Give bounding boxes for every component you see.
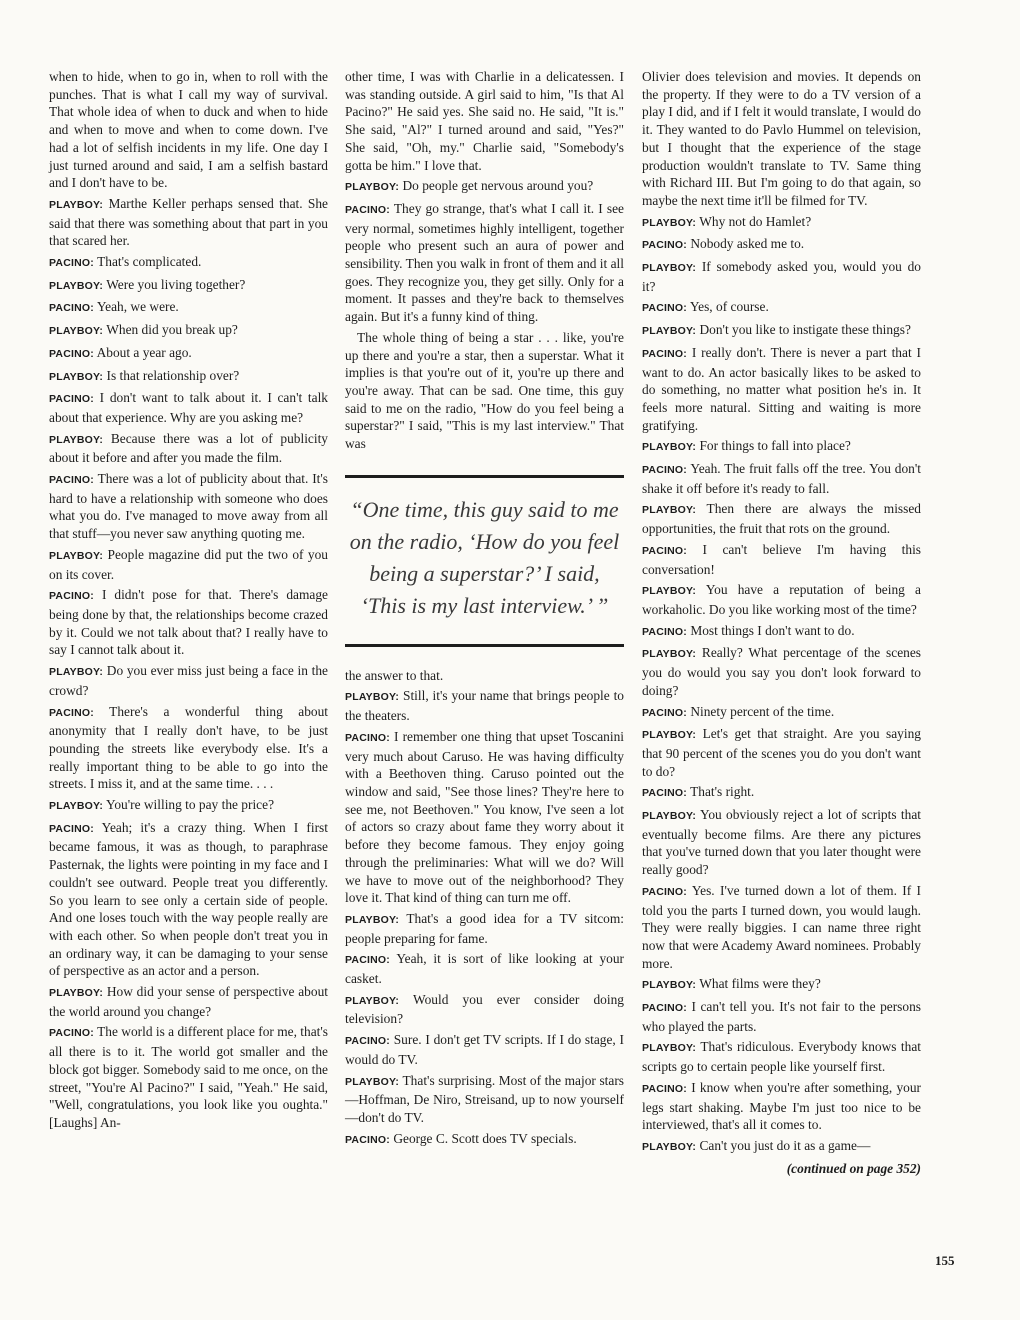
- interview-paragraph: [642, 622, 921, 642]
- text-column-left: [49, 68, 328, 1135]
- interview-paragraph: [49, 195, 328, 250]
- paragraph-text: Sure. I don't get TV scripts. If I do stage, I would do TV.: [345, 1032, 624, 1067]
- speaker-label: PACINO:: [49, 706, 94, 719]
- interview-paragraph: [345, 687, 624, 724]
- paragraph-text: Do people get nervous around you?: [402, 178, 594, 194]
- page-number: 155: [935, 1253, 955, 1268]
- speaker-label: PLAYBOY:: [49, 666, 104, 679]
- paragraph-text: Would you ever consider doing television?: [345, 991, 624, 1027]
- paragraph-text: Nobody asked me to.: [690, 236, 805, 252]
- speaker-label: PACINO:: [642, 302, 687, 315]
- interview-paragraph: [642, 703, 921, 723]
- continuation-paragraph: [642, 68, 921, 210]
- continuation-paragraph: [345, 329, 624, 453]
- speaker-label: PACINO:: [642, 239, 687, 252]
- paragraph-text: Olivier does television and movies. It depends on the property. If they were to do a TV version of a play I did, and if I felt it would translate, I would do it. They wanted to do Pavlo Hummel on television, but I thought that the experience of the stage production wouldn't translate to TV. Same thing with Richard III. But I'm going to do that again, so maybe the next time it'll be filmed for TV.: [642, 69, 921, 208]
- speaker-label: PACINO:: [49, 347, 94, 360]
- paragraph-text: when to hide, when to go in, when to roll with the punches. That is what I call my way of survival. That whole idea of when to duck and when to hide and when to move and when to come down. I've had a lot of selfish incidents in my life. One day I just turned around and said, I am a selfish bastard and I don't have to be.: [49, 69, 328, 191]
- interview-paragraph: [642, 258, 921, 295]
- interview-paragraph: [642, 975, 921, 995]
- paragraph-text: I didn't pose for that. There's damage being done by that, the relationships become crazed by it. Could we not talk about that? I really have to say I cannot talk about it.: [49, 587, 328, 658]
- interview-paragraph: [49, 298, 328, 318]
- speaker-label: PLAYBOY:: [642, 585, 697, 598]
- continued-note: (continued on page 352): [786, 1160, 921, 1176]
- paragraph-text: People magazine did put the two of you on its cover.: [49, 546, 328, 582]
- speaker-label: PLAYBOY:: [642, 1042, 697, 1055]
- text-column-middle: [345, 68, 624, 1152]
- interview-paragraph: [642, 541, 921, 578]
- speaker-label: PACINO:: [49, 822, 94, 835]
- paragraph-text: There was a lot of publicity about that. It's hard to have a relationship with someone who does what you do. I've managed to move away from all that stuff—you never saw anything quoting me.: [49, 471, 329, 542]
- paragraph-text: Were you living together?: [106, 276, 246, 292]
- interview-paragraph: [642, 725, 921, 780]
- interview-paragraph: [345, 1130, 624, 1150]
- paragraph-text: Then there are always the missed opportunities, the fruit that rots on the ground.: [642, 501, 921, 537]
- paragraph-text: Do you ever miss just being a face in the crowd?: [49, 663, 328, 698]
- speaker-label: PLAYBOY:: [49, 325, 104, 338]
- paragraph-text: That's a good idea for a TV sitcom: people preparing for fame.: [345, 910, 624, 946]
- speaker-label: PACINO:: [642, 706, 687, 719]
- paragraph-text: That's surprising. Most of the major stars—Hoffman, De Niro, Streisand, up to now yourself—don't do TV.: [345, 1072, 625, 1125]
- speaker-label: PACINO:: [345, 1035, 390, 1048]
- speaker-label: PACINO:: [642, 544, 687, 557]
- speaker-label: PLAYBOY:: [49, 987, 104, 1000]
- speaker-label: PLAYBOY:: [642, 216, 697, 229]
- interview-paragraph: [642, 213, 921, 233]
- continuation-paragraph: [49, 68, 328, 192]
- interview-paragraph: [49, 796, 328, 816]
- speaker-label: PACINO:: [345, 203, 390, 216]
- interview-paragraph: [49, 819, 328, 980]
- paragraph-text: Still, it's your name that brings people to the theaters.: [345, 688, 624, 724]
- paragraph-text: They go strange, that's what I call it. I see very normal, sometimes highly intelligent, together people who present such an aura of power and sensibility. Then you walk in front of them and it all goes. They recognize you, they get silly. Only for a moment. It passes and they're back to themselves again. But it's a funny kind of thing.: [345, 200, 624, 325]
- interview-paragraph: [49, 367, 328, 387]
- speaker-label: PLAYBOY:: [642, 325, 697, 338]
- interview-paragraph: [642, 298, 921, 318]
- interview-paragraph: [49, 321, 328, 341]
- speaker-label: PACINO:: [49, 393, 94, 406]
- speaker-label: PACINO:: [642, 464, 687, 477]
- paragraph-text: Yeah; it's a crazy thing. When I first became famous, it was as though, to paraphrase Pasternak, the lights were pointing in my face and I couldn't see outward. People treat you differently. So you learn to see only a certain side of people. And one loses touch with the way people really are with each other. So when people don't treat you in an ordinary way, it can be damaging to your sense of perspective as an actor and a person.: [49, 819, 328, 979]
- speaker-label: PACINO:: [642, 1002, 687, 1015]
- speaker-label: PLAYBOY:: [345, 1075, 400, 1088]
- interview-paragraph: [49, 344, 328, 364]
- paragraph-text: Don't you like to instigate these things?: [699, 322, 911, 338]
- interview-paragraph: [49, 546, 328, 583]
- speaker-label: PLAYBOY:: [49, 549, 104, 562]
- interview-paragraph: [49, 662, 328, 699]
- speaker-label: PACINO:: [642, 885, 687, 898]
- speaker-label: PLAYBOY:: [345, 913, 400, 926]
- speaker-label: PLAYBOY:: [49, 370, 104, 383]
- paragraph-text: That's ridiculous. Everybody knows that scripts go to certain people like yourself first.: [642, 1039, 922, 1075]
- text-column-right: [642, 68, 921, 1177]
- interview-paragraph: [642, 1137, 921, 1157]
- paragraph-text: You have a reputation of being a workaholic. Do you like working most of the time?: [642, 582, 921, 617]
- speaker-label: PACINO:: [345, 1133, 390, 1146]
- speaker-label: PACINO:: [49, 1027, 94, 1040]
- speaker-label: PACINO:: [49, 590, 94, 603]
- interview-paragraph: [642, 998, 921, 1035]
- speaker-label: PACINO:: [345, 731, 390, 744]
- interview-paragraph: [345, 1031, 624, 1068]
- speaker-label: PLAYBOY:: [49, 800, 104, 813]
- speaker-label: PLAYBOY:: [642, 729, 697, 742]
- speaker-label: PACINO:: [642, 1082, 687, 1095]
- interview-paragraph: [642, 783, 921, 803]
- paragraph-text: That's right.: [690, 784, 755, 800]
- speaker-label: PACINO:: [49, 257, 94, 270]
- interview-paragraph: [642, 581, 921, 618]
- paragraph-text: You obviously reject a lot of scripts that eventually become films. Are there any pictures that you've turned down that you later thought were really good?: [642, 807, 921, 878]
- pull-quote: “One time, this guy said to me on the radio, ‘How do you feel being a superstar?’ I said, ‘This is my last interview.’ ”: [345, 475, 624, 647]
- paragraph-text: Because there was a lot of publicity about it before and after you made the film.: [49, 430, 329, 466]
- interview-paragraph: [49, 276, 328, 296]
- speaker-label: PLAYBOY:: [49, 433, 104, 446]
- paragraph-text: Most things I don't want to do.: [690, 622, 855, 638]
- paragraph-text: Why not do Hamlet?: [699, 213, 812, 229]
- speaker-label: PACINO:: [642, 347, 687, 360]
- interview-paragraph: [49, 389, 328, 426]
- speaker-label: PACINO:: [642, 625, 687, 638]
- paragraph-text: other time, I was with Charlie in a delicatessen. I was standing outside. A girl said to him, "Is that Al Pacino?" He said yes. She said no. He said, "It is." She said, "Al?" I turned around and said, "Yes?" She said, "Oh, my." Charlie said, "Somebody's gotta be him." I love that.: [345, 69, 624, 173]
- interview-paragraph: [49, 430, 328, 467]
- speaker-label: PACINO:: [49, 302, 94, 315]
- interview-paragraph: [49, 983, 328, 1020]
- paragraph-text: When did you break up?: [106, 322, 238, 338]
- interview-paragraph: [642, 1038, 921, 1075]
- paragraph-text: If somebody asked you, would you do it?: [642, 259, 921, 294]
- speaker-label: PLAYBOY:: [642, 1140, 697, 1153]
- paragraph-text: There's a wonderful thing about anonymity that I really don't have, to be just pounding the streets like everybody else. It's a really important thing to be able to go into the streets. I miss it, and at the same time. . . .: [49, 703, 328, 792]
- interview-paragraph: [642, 1079, 921, 1134]
- paragraph-text: Let's get that straight. Are you saying that 90 percent of the scenes you do you don't want to do?: [642, 726, 921, 779]
- speaker-label: PACINO:: [642, 787, 687, 800]
- interview-paragraph: [642, 882, 921, 973]
- interview-paragraph: [49, 703, 328, 794]
- interview-paragraph: [345, 200, 624, 326]
- continuation-paragraph: [345, 667, 624, 685]
- paragraph-text: What films were they?: [699, 976, 821, 992]
- speaker-label: PLAYBOY:: [49, 198, 104, 211]
- speaker-label: PACINO:: [345, 954, 390, 967]
- speaker-label: PLAYBOY:: [642, 441, 697, 454]
- speaker-label: PLAYBOY:: [642, 648, 697, 661]
- paragraph-text: Ninety percent of the time.: [690, 703, 835, 719]
- interview-paragraph: [642, 321, 921, 341]
- paragraph-text: How did your sense of perspective about the world around you change?: [49, 984, 328, 1019]
- interview-paragraph: [642, 644, 921, 699]
- paragraph-text: Yes. I've turned down a lot of them. If I told you the parts I turned down, you would laugh. They were really biggies. I can name three right now that were Academy Award nominees. Probably more.: [642, 882, 921, 971]
- paragraph-text: I can't tell you. It's not fair to the persons who played the parts.: [642, 999, 921, 1034]
- interview-paragraph: [49, 253, 328, 273]
- paragraph-text: I know when you're after something, your legs start shaking. Maybe I'm just too nice to be interviewed, that's all it comes to.: [642, 1079, 921, 1133]
- paragraph-text: For things to fall into place?: [699, 438, 851, 454]
- interview-paragraph: [642, 460, 921, 497]
- paragraph-text: Yes, of course.: [689, 299, 769, 315]
- column-right-body: [642, 68, 921, 1157]
- continuation-paragraph: [345, 68, 624, 174]
- interview-paragraph: [642, 500, 921, 537]
- interview-paragraph: [345, 991, 624, 1028]
- speaker-label: PACINO:: [49, 474, 94, 487]
- paragraph-text: I remember one thing that upset Toscanini very much about Caruso. He was having difficulty with a Beethoven thing. Caruso pointed out the window and said, "See those lines? They're here to see me, not Beethoven." You know, I've seen a lot of actors so crazy about fame they worry about it before they become famous. They enjoy going through the preliminaries: What will we do? Will we have to move out of the neighborhood? They love it. That kind of thing can turn me off.: [345, 728, 624, 906]
- speaker-label: PLAYBOY:: [345, 994, 400, 1007]
- interview-paragraph: [49, 470, 328, 543]
- interview-paragraph: [642, 437, 921, 457]
- paragraph-text: Marthe Keller perhaps sensed that. She said that there was something about that part in you that scared her.: [49, 195, 328, 249]
- interview-paragraph: [345, 1072, 624, 1127]
- interview-paragraph: [49, 1023, 328, 1131]
- paragraph-text: I can't believe I'm having this conversation!: [642, 541, 922, 577]
- speaker-label: PLAYBOY:: [49, 279, 104, 292]
- interview-paragraph: [345, 177, 624, 197]
- interview-paragraph: [49, 586, 328, 659]
- speaker-label: PLAYBOY:: [345, 691, 400, 704]
- speaker-label: PLAYBOY:: [642, 979, 697, 992]
- column-middle-top: [345, 68, 624, 453]
- interview-paragraph: [345, 910, 624, 947]
- column-middle-bottom: [345, 667, 624, 1150]
- paragraph-text: I really don't. There is never a part that I want to do. An actor basically likes to be asked to do something, no matter what position he's in. It feels more natural. Sitting and waiting is more gratifying.: [642, 344, 921, 433]
- paragraph-text: Yeah. The fruit falls off the tree. You don't shake it off before it's ready to fall.: [642, 461, 921, 496]
- interview-paragraph: [345, 728, 624, 907]
- paragraph-text: Really? What percentage of the scenes you do would you say you don't look forward to doing?: [642, 645, 921, 698]
- paragraph-text: Can't you just do it as a game—: [699, 1137, 871, 1153]
- interview-paragraph: [642, 344, 921, 435]
- paragraph-text: George C. Scott does TV specials.: [393, 1130, 577, 1146]
- paragraph-text: the answer to that.: [345, 667, 444, 683]
- paragraph-text: The whole thing of being a star . . . like, you're up there and you're a star, then a superstar. What it implies is that you're out of it, you're up there and you're away. That can be sad. One time, this guy said to me on the radio, "How do you feel being a superstar?" I said, "This is my last interview." That was: [345, 329, 624, 452]
- interview-paragraph: [642, 806, 921, 879]
- paragraph-text: Yeah, we were.: [96, 299, 179, 315]
- paragraph-text: You're willing to pay the price?: [105, 797, 275, 813]
- speaker-label: PLAYBOY:: [642, 504, 697, 517]
- interview-paragraph: [345, 950, 624, 987]
- speaker-label: PLAYBOY:: [642, 262, 697, 275]
- paragraph-text: I don't want to talk about it. I can't talk about that experience. Why are you asking me?: [49, 390, 328, 425]
- speaker-label: PLAYBOY:: [642, 810, 697, 823]
- paragraph-text: Is that relationship over?: [106, 367, 240, 383]
- paragraph-text: Yeah, it is sort of like looking at your casket.: [345, 951, 625, 987]
- paragraph-text: That's complicated.: [97, 254, 202, 270]
- interview-paragraph: [642, 235, 921, 255]
- speaker-label: PLAYBOY:: [345, 181, 400, 194]
- paragraph-text: About a year ago.: [96, 344, 192, 360]
- paragraph-text: The world is a different place for me, that's all there is to it. The world got smaller and the block got bigger. Somebody said to me once, on the street, "You're Al Pacino?" I said, "Yeah." He said, "Well, congratulations, you look like you oughta." [Laughs] An-: [49, 1024, 329, 1130]
